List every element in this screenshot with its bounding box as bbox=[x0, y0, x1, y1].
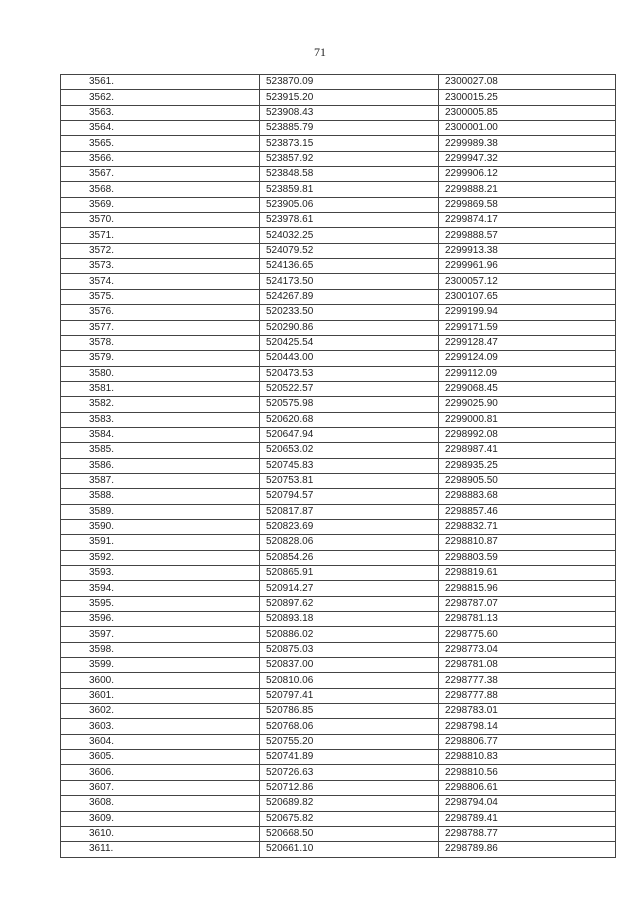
table-row bbox=[61, 734, 616, 749]
y-coordinate-cell: 2299989.38 bbox=[439, 136, 616, 151]
y-coordinate-cell: 2300057.12 bbox=[439, 274, 616, 289]
point-number-cell: 3572. bbox=[61, 243, 260, 258]
x-coordinate-cell: 520443.00 bbox=[260, 351, 439, 366]
x-coordinate-cell: 523915.20 bbox=[260, 90, 439, 105]
y-coordinate-cell: 2298806.77 bbox=[439, 734, 616, 749]
table-row bbox=[61, 688, 616, 703]
y-coordinate-cell: 2299913.38 bbox=[439, 243, 616, 258]
x-coordinate-cell: 520875.03 bbox=[260, 642, 439, 657]
table-row bbox=[61, 719, 616, 734]
y-coordinate-cell: 2300107.65 bbox=[439, 289, 616, 304]
point-number-cell: 3593. bbox=[61, 566, 260, 581]
x-coordinate-cell: 520786.85 bbox=[260, 704, 439, 719]
y-coordinate-cell: 2298806.61 bbox=[439, 780, 616, 795]
y-coordinate-cell: 2299947.32 bbox=[439, 151, 616, 166]
y-coordinate-cell: 2298992.08 bbox=[439, 427, 616, 442]
point-number-cell: 3597. bbox=[61, 627, 260, 642]
table-row bbox=[61, 811, 616, 826]
table-row bbox=[61, 673, 616, 688]
x-coordinate-cell: 523870.09 bbox=[260, 75, 439, 90]
table-row bbox=[61, 750, 616, 765]
table-row bbox=[61, 351, 616, 366]
x-coordinate-cell: 520817.87 bbox=[260, 504, 439, 519]
y-coordinate-cell: 2300001.00 bbox=[439, 121, 616, 136]
point-number-cell: 3573. bbox=[61, 259, 260, 274]
point-number-cell: 3588. bbox=[61, 489, 260, 504]
x-coordinate-cell: 520794.57 bbox=[260, 489, 439, 504]
table-row bbox=[61, 658, 616, 673]
point-number-cell: 3561. bbox=[61, 75, 260, 90]
x-coordinate-cell: 520768.06 bbox=[260, 719, 439, 734]
y-coordinate-cell: 2298789.41 bbox=[439, 811, 616, 826]
point-number-cell: 3598. bbox=[61, 642, 260, 657]
x-coordinate-cell: 523873.15 bbox=[260, 136, 439, 151]
y-coordinate-cell: 2298815.96 bbox=[439, 581, 616, 596]
x-coordinate-cell: 523908.43 bbox=[260, 105, 439, 120]
y-coordinate-cell: 2299199.94 bbox=[439, 305, 616, 320]
x-coordinate-cell: 520828.06 bbox=[260, 535, 439, 550]
point-number-cell: 3589. bbox=[61, 504, 260, 519]
table-row bbox=[61, 75, 616, 90]
table-row bbox=[61, 228, 616, 243]
point-number-cell: 3577. bbox=[61, 320, 260, 335]
point-number-cell: 3600. bbox=[61, 673, 260, 688]
y-coordinate-cell: 2299874.17 bbox=[439, 213, 616, 228]
x-coordinate-cell: 524267.89 bbox=[260, 289, 439, 304]
table-row bbox=[61, 121, 616, 136]
table-row bbox=[61, 443, 616, 458]
point-number-cell: 3571. bbox=[61, 228, 260, 243]
point-number-cell: 3563. bbox=[61, 105, 260, 120]
x-coordinate-cell: 520914.27 bbox=[260, 581, 439, 596]
table-row bbox=[61, 535, 616, 550]
y-coordinate-cell: 2299128.47 bbox=[439, 335, 616, 350]
point-number-cell: 3608. bbox=[61, 796, 260, 811]
point-number-cell: 3602. bbox=[61, 704, 260, 719]
x-coordinate-cell: 520797.41 bbox=[260, 688, 439, 703]
y-coordinate-cell: 2298788.77 bbox=[439, 826, 616, 841]
y-coordinate-cell: 2298803.59 bbox=[439, 550, 616, 565]
point-number-cell: 3584. bbox=[61, 427, 260, 442]
point-number-cell: 3590. bbox=[61, 519, 260, 534]
table-row bbox=[61, 259, 616, 274]
table-row bbox=[61, 289, 616, 304]
y-coordinate-cell: 2298810.56 bbox=[439, 765, 616, 780]
x-coordinate-cell: 520620.68 bbox=[260, 412, 439, 427]
y-coordinate-cell: 2298832.71 bbox=[439, 519, 616, 534]
x-coordinate-cell: 520837.00 bbox=[260, 658, 439, 673]
table-row bbox=[61, 136, 616, 151]
y-coordinate-cell: 2298781.13 bbox=[439, 612, 616, 627]
point-number-cell: 3603. bbox=[61, 719, 260, 734]
table-row bbox=[61, 780, 616, 795]
table-row bbox=[61, 274, 616, 289]
point-number-cell: 3585. bbox=[61, 443, 260, 458]
point-number-cell: 3570. bbox=[61, 213, 260, 228]
x-coordinate-cell: 520689.82 bbox=[260, 796, 439, 811]
x-coordinate-cell: 520653.02 bbox=[260, 443, 439, 458]
x-coordinate-cell: 523848.58 bbox=[260, 167, 439, 182]
x-coordinate-cell: 520661.10 bbox=[260, 842, 439, 857]
x-coordinate-cell: 520886.02 bbox=[260, 627, 439, 642]
y-coordinate-cell: 2300015.25 bbox=[439, 90, 616, 105]
x-coordinate-cell: 524173.50 bbox=[260, 274, 439, 289]
point-number-cell: 3566. bbox=[61, 151, 260, 166]
point-number-cell: 3599. bbox=[61, 658, 260, 673]
table-row bbox=[61, 566, 616, 581]
table-row bbox=[61, 397, 616, 412]
table-row bbox=[61, 305, 616, 320]
y-coordinate-cell: 2298819.61 bbox=[439, 566, 616, 581]
y-coordinate-cell: 2299171.59 bbox=[439, 320, 616, 335]
y-coordinate-cell: 2298777.88 bbox=[439, 688, 616, 703]
table-row bbox=[61, 320, 616, 335]
point-number-cell: 3592. bbox=[61, 550, 260, 565]
table-row bbox=[61, 842, 616, 857]
x-coordinate-cell: 520712.86 bbox=[260, 780, 439, 795]
x-coordinate-cell: 520745.83 bbox=[260, 458, 439, 473]
point-number-cell: 3609. bbox=[61, 811, 260, 826]
x-coordinate-cell: 523859.81 bbox=[260, 182, 439, 197]
point-number-cell: 3583. bbox=[61, 412, 260, 427]
table-row bbox=[61, 458, 616, 473]
x-coordinate-cell: 524032.25 bbox=[260, 228, 439, 243]
point-number-cell: 3568. bbox=[61, 182, 260, 197]
y-coordinate-cell: 2298857.46 bbox=[439, 504, 616, 519]
x-coordinate-cell: 520823.69 bbox=[260, 519, 439, 534]
x-coordinate-cell: 520290.86 bbox=[260, 320, 439, 335]
table-row bbox=[61, 765, 616, 780]
y-coordinate-cell: 2300027.08 bbox=[439, 75, 616, 90]
point-number-cell: 3586. bbox=[61, 458, 260, 473]
table-row bbox=[61, 167, 616, 182]
point-number-cell: 3578. bbox=[61, 335, 260, 350]
x-coordinate-cell: 520575.98 bbox=[260, 397, 439, 412]
point-number-cell: 3606. bbox=[61, 765, 260, 780]
y-coordinate-cell: 2298810.83 bbox=[439, 750, 616, 765]
point-number-cell: 3604. bbox=[61, 734, 260, 749]
y-coordinate-cell: 2299869.58 bbox=[439, 197, 616, 212]
point-number-cell: 3579. bbox=[61, 351, 260, 366]
table-row bbox=[61, 504, 616, 519]
point-number-cell: 3601. bbox=[61, 688, 260, 703]
x-coordinate-cell: 523885.79 bbox=[260, 121, 439, 136]
y-coordinate-cell: 2298798.14 bbox=[439, 719, 616, 734]
y-coordinate-cell: 2299124.09 bbox=[439, 351, 616, 366]
point-number-cell: 3594. bbox=[61, 581, 260, 596]
point-number-cell: 3575. bbox=[61, 289, 260, 304]
point-number-cell: 3610. bbox=[61, 826, 260, 841]
x-coordinate-cell: 520741.89 bbox=[260, 750, 439, 765]
y-coordinate-cell: 2298789.86 bbox=[439, 842, 616, 857]
x-coordinate-cell: 520810.06 bbox=[260, 673, 439, 688]
table-row bbox=[61, 213, 616, 228]
y-coordinate-cell: 2299000.81 bbox=[439, 412, 616, 427]
y-coordinate-cell: 2298794.04 bbox=[439, 796, 616, 811]
point-number-cell: 3611. bbox=[61, 842, 260, 857]
point-number-cell: 3595. bbox=[61, 596, 260, 611]
table-row bbox=[61, 596, 616, 611]
point-number-cell: 3591. bbox=[61, 535, 260, 550]
table-row bbox=[61, 105, 616, 120]
x-coordinate-cell: 520854.26 bbox=[260, 550, 439, 565]
point-number-cell: 3607. bbox=[61, 780, 260, 795]
coordinates-table bbox=[60, 74, 616, 858]
point-number-cell: 3567. bbox=[61, 167, 260, 182]
x-coordinate-cell: 520726.63 bbox=[260, 765, 439, 780]
table-row bbox=[61, 796, 616, 811]
x-coordinate-cell: 520522.57 bbox=[260, 381, 439, 396]
table-row bbox=[61, 243, 616, 258]
y-coordinate-cell: 2299906.12 bbox=[439, 167, 616, 182]
coordinates-table-body bbox=[61, 75, 616, 858]
x-coordinate-cell: 520647.94 bbox=[260, 427, 439, 442]
y-coordinate-cell: 2298777.38 bbox=[439, 673, 616, 688]
table-row bbox=[61, 627, 616, 642]
table-row bbox=[61, 581, 616, 596]
y-coordinate-cell: 2300005.85 bbox=[439, 105, 616, 120]
x-coordinate-cell: 524136.65 bbox=[260, 259, 439, 274]
y-coordinate-cell: 2299068.45 bbox=[439, 381, 616, 396]
x-coordinate-cell: 520668.50 bbox=[260, 826, 439, 841]
table-row bbox=[61, 151, 616, 166]
table-row bbox=[61, 826, 616, 841]
y-coordinate-cell: 2299888.57 bbox=[439, 228, 616, 243]
table-row bbox=[61, 519, 616, 534]
x-coordinate-cell: 520425.54 bbox=[260, 335, 439, 350]
table-row bbox=[61, 704, 616, 719]
point-number-cell: 3565. bbox=[61, 136, 260, 151]
y-coordinate-cell: 2299961.96 bbox=[439, 259, 616, 274]
table-row bbox=[61, 381, 616, 396]
x-coordinate-cell: 520755.20 bbox=[260, 734, 439, 749]
point-number-cell: 3562. bbox=[61, 90, 260, 105]
table-row bbox=[61, 412, 616, 427]
point-number-cell: 3564. bbox=[61, 121, 260, 136]
y-coordinate-cell: 2298987.41 bbox=[439, 443, 616, 458]
x-coordinate-cell: 524079.52 bbox=[260, 243, 439, 258]
point-number-cell: 3582. bbox=[61, 397, 260, 412]
x-coordinate-cell: 520865.91 bbox=[260, 566, 439, 581]
table-row bbox=[61, 335, 616, 350]
point-number-cell: 3569. bbox=[61, 197, 260, 212]
table-row bbox=[61, 197, 616, 212]
point-number-cell: 3574. bbox=[61, 274, 260, 289]
x-coordinate-cell: 520897.62 bbox=[260, 596, 439, 611]
x-coordinate-cell: 520753.81 bbox=[260, 473, 439, 488]
y-coordinate-cell: 2298773.04 bbox=[439, 642, 616, 657]
y-coordinate-cell: 2299888.21 bbox=[439, 182, 616, 197]
y-coordinate-cell: 2298775.60 bbox=[439, 627, 616, 642]
point-number-cell: 3596. bbox=[61, 612, 260, 627]
y-coordinate-cell: 2298787.07 bbox=[439, 596, 616, 611]
x-coordinate-cell: 520675.82 bbox=[260, 811, 439, 826]
x-coordinate-cell: 520473.53 bbox=[260, 366, 439, 381]
table-row bbox=[61, 366, 616, 381]
table-row bbox=[61, 427, 616, 442]
y-coordinate-cell: 2298810.87 bbox=[439, 535, 616, 550]
table-row bbox=[61, 550, 616, 565]
table-row bbox=[61, 642, 616, 657]
x-coordinate-cell: 523857.92 bbox=[260, 151, 439, 166]
point-number-cell: 3587. bbox=[61, 473, 260, 488]
table-row bbox=[61, 612, 616, 627]
table-row bbox=[61, 473, 616, 488]
point-number-cell: 3581. bbox=[61, 381, 260, 396]
x-coordinate-cell: 523978.61 bbox=[260, 213, 439, 228]
y-coordinate-cell: 2299112.09 bbox=[439, 366, 616, 381]
y-coordinate-cell: 2298905.50 bbox=[439, 473, 616, 488]
x-coordinate-cell: 520233.50 bbox=[260, 305, 439, 320]
table-row bbox=[61, 489, 616, 504]
point-number-cell: 3605. bbox=[61, 750, 260, 765]
point-number-cell: 3576. bbox=[61, 305, 260, 320]
x-coordinate-cell: 520893.18 bbox=[260, 612, 439, 627]
y-coordinate-cell: 2298783.01 bbox=[439, 704, 616, 719]
y-coordinate-cell: 2299025.90 bbox=[439, 397, 616, 412]
x-coordinate-cell: 523905.06 bbox=[260, 197, 439, 212]
point-number-cell: 3580. bbox=[61, 366, 260, 381]
table-row bbox=[61, 182, 616, 197]
table-row bbox=[61, 90, 616, 105]
y-coordinate-cell: 2298781.08 bbox=[439, 658, 616, 673]
y-coordinate-cell: 2298883.68 bbox=[439, 489, 616, 504]
y-coordinate-cell: 2298935.25 bbox=[439, 458, 616, 473]
page-number: 71 bbox=[314, 45, 326, 59]
